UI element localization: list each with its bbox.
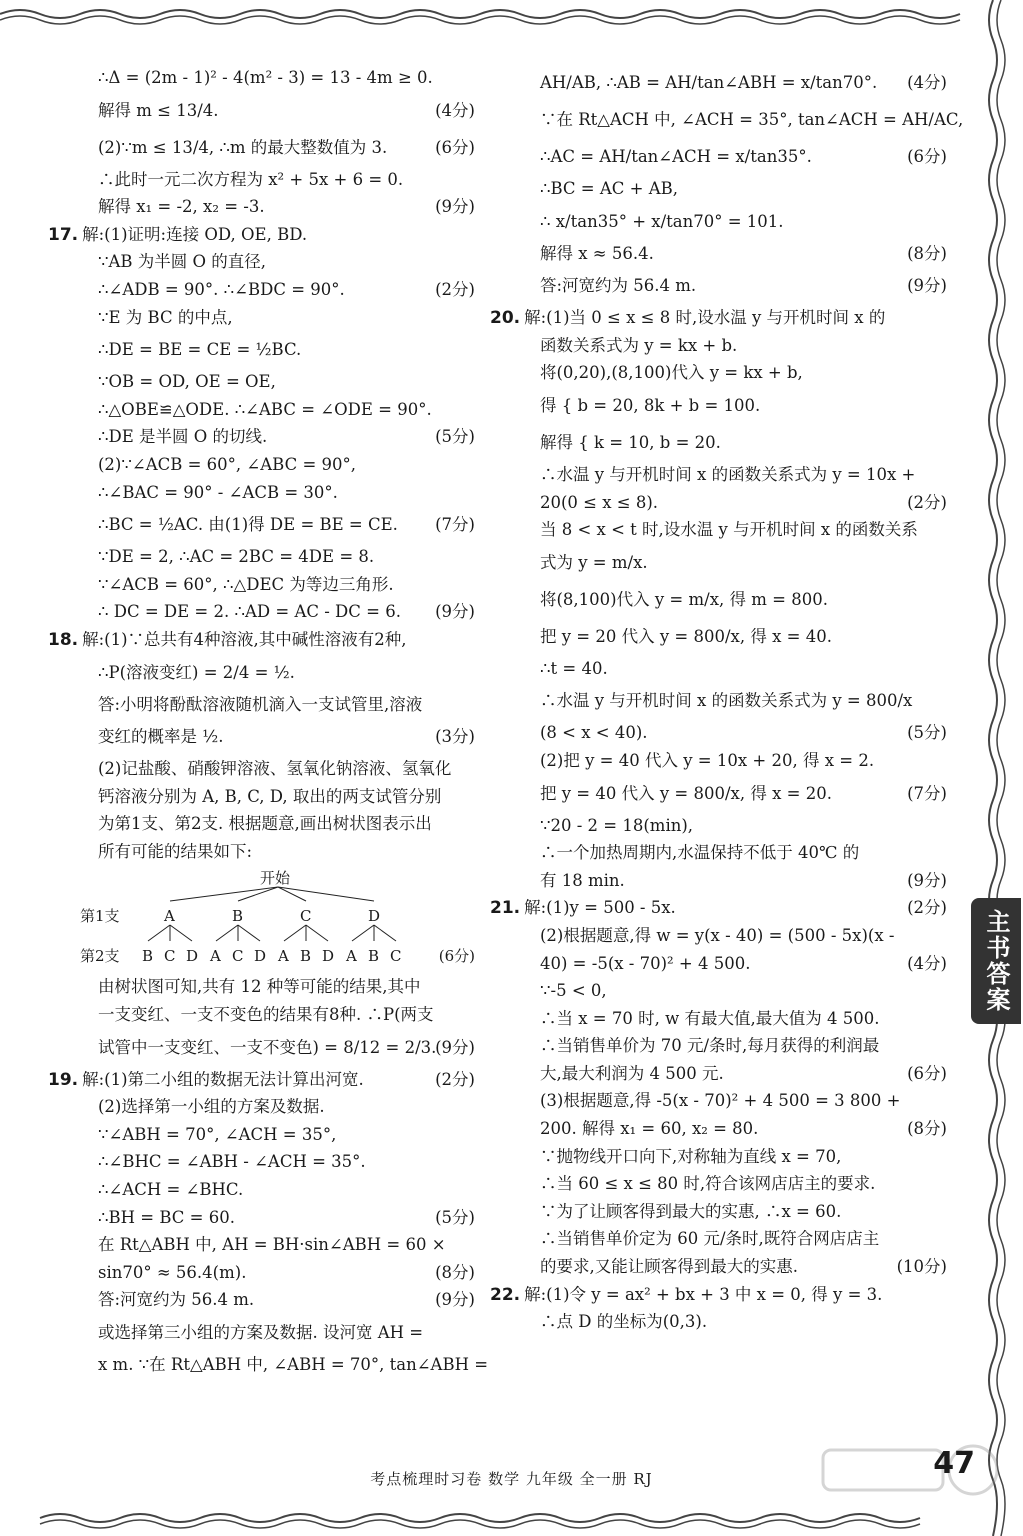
score-points: (7分) bbox=[907, 783, 947, 803]
line-text: 答:小明将酚酞溶液随机滴入一支试管里,溶液 bbox=[98, 694, 423, 714]
line-text: 得 { b = 20, 8k + b = 100. bbox=[540, 395, 761, 415]
score-points: (2分) bbox=[435, 1069, 475, 1089]
line-text: 大,最大利润为 4 500 元. bbox=[540, 1063, 724, 1083]
line-text: ∴ DC = DE = 2. ∴AD = AC - DC = 6. bbox=[98, 602, 401, 622]
question-number: 22. bbox=[490, 1284, 521, 1305]
line-text: ∴Δ = (2m - 1)² - 4(m² - 3) = 13 - 4m ≥ 0. bbox=[98, 68, 433, 87]
line-text: ∴ x/tan35° + x/tan70° = 101. bbox=[540, 211, 784, 231]
left-solution-lines-continued bbox=[48, 973, 489, 1378]
solution-line bbox=[80, 1204, 475, 1232]
solution-line bbox=[522, 1225, 947, 1253]
line-text: 答:河宽约为 56.4 m. bbox=[98, 1290, 255, 1310]
score-points: (2分) bbox=[907, 492, 947, 512]
line-text: 解:(1)第二小组的数据无法计算出河宽. bbox=[82, 1069, 364, 1089]
line-text: (8 < x < 40). bbox=[540, 723, 648, 743]
score-points: (9分) bbox=[435, 1290, 475, 1310]
tree-leaf: D bbox=[186, 947, 199, 966]
line-text: (2)记盐酸、硝酸钾溶液、氢氧化钠溶液、氢氧化 bbox=[98, 759, 452, 779]
score-points: (9分) bbox=[435, 1037, 475, 1057]
page-number: 47 bbox=[933, 1446, 975, 1481]
line-text: ∴DE = BE = CE = ½BC. bbox=[98, 340, 302, 360]
right-solution-lines bbox=[490, 64, 964, 1336]
line-text: 一支变红、一支不变色的结果有8种. ∴P(两支 bbox=[98, 1005, 434, 1025]
question-start-line bbox=[48, 1066, 475, 1094]
line-text: 或选择第三小组的方案及数据. 设河宽 AH = bbox=[98, 1323, 424, 1342]
solution-line bbox=[522, 950, 947, 978]
solution-line bbox=[80, 1314, 475, 1351]
question-start-line bbox=[48, 626, 475, 654]
line-text: ∴∠BHC = ∠ABH - ∠ACH = 35°. bbox=[98, 1152, 366, 1172]
solution-line bbox=[80, 783, 475, 811]
solution-line bbox=[80, 1093, 475, 1121]
line-text: (2)根据题意,得 w = y(x - 40) = (500 - 5x)(x - bbox=[540, 925, 895, 945]
line-text: (2)∵∠ACB = 60°, ∠ABC = 90°, bbox=[98, 454, 357, 474]
solution-line bbox=[522, 1308, 947, 1336]
solution-line bbox=[80, 331, 475, 368]
solution-line bbox=[522, 581, 947, 618]
line-text: ∴当 60 ≤ x ≤ 80 时,符合该网店店主的要求. bbox=[540, 1174, 876, 1194]
tree-leaf: A bbox=[278, 947, 289, 966]
tree-node: C bbox=[300, 907, 312, 926]
line-text: ∴∠ADB = 90°. ∴∠BDC = 90°. bbox=[98, 279, 345, 299]
tree-row1-label: 第1支 bbox=[80, 907, 120, 926]
tree-leaf: D bbox=[322, 947, 335, 966]
tree-leaf: C bbox=[390, 947, 402, 966]
solution-line bbox=[522, 138, 947, 175]
solution-line bbox=[80, 423, 475, 451]
solution-line bbox=[522, 1198, 947, 1226]
score-points: (8分) bbox=[907, 1119, 947, 1139]
score-points: (8分) bbox=[907, 243, 947, 263]
line-text: 将(8,100)代入 y = m/x, 得 m = 800. bbox=[540, 589, 828, 609]
solution-line bbox=[522, 747, 947, 775]
line-text: ∴水温 y 与开机时间 x 的函数关系式为 y = 10x + bbox=[540, 464, 916, 484]
tree-leaf: B bbox=[142, 947, 154, 966]
solution-line bbox=[80, 248, 475, 276]
tree-leaf: B bbox=[300, 947, 312, 966]
line-text: ∴水温 y 与开机时间 x 的函数关系式为 y = 800/x bbox=[540, 691, 913, 711]
solution-line bbox=[80, 304, 475, 332]
line-text: 解:(1)当 0 ≤ x ≤ 8 时,设水温 y 与开机时间 x 的 bbox=[524, 308, 886, 328]
solution-line bbox=[522, 516, 947, 544]
solution-line bbox=[522, 544, 947, 581]
line-text: 当 8 < x < t 时,设水温 y 与开机时间 x 的函数关系 bbox=[540, 520, 918, 540]
solution-line bbox=[80, 691, 475, 719]
score-points: (5分) bbox=[907, 723, 947, 743]
line-text: ∴BC = ½AC. 由(1)得 DE = BE = CE. bbox=[98, 515, 398, 535]
solution-line bbox=[522, 682, 947, 719]
line-text: 的要求,又能让顾客得到最大的实惠. bbox=[540, 1257, 798, 1277]
line-text: ∴当销售单价为 70 元/条时,每月获得的利润最 bbox=[540, 1036, 880, 1056]
solution-line bbox=[80, 479, 475, 507]
right-wave-border bbox=[963, 0, 1023, 1536]
page-footer: 考点梳理时习卷 数学 九年级 全一册 RJ bbox=[370, 1470, 653, 1488]
line-text: 所有可能的结果如下: bbox=[98, 841, 253, 861]
solution-line bbox=[522, 618, 947, 655]
question-number: 18. bbox=[48, 629, 79, 650]
solution-line bbox=[522, 775, 947, 812]
line-text: 把 y = 40 代入 y = 800/x, 得 x = 20. bbox=[540, 783, 832, 803]
solution-line bbox=[80, 718, 475, 755]
solution-line bbox=[80, 129, 475, 166]
line-text: ∵DE = 2, ∴AC = 2BC = 4DE = 8. bbox=[98, 547, 375, 567]
solution-line bbox=[522, 203, 947, 240]
line-text: 函数关系式为 y = kx + b. bbox=[540, 335, 738, 355]
question-number: 21. bbox=[490, 898, 521, 919]
question-number: 20. bbox=[490, 308, 521, 329]
solution-line bbox=[80, 1286, 475, 1314]
score-points: (5分) bbox=[435, 427, 475, 447]
side-tab-label: 主书答案 bbox=[971, 898, 1021, 1024]
solution-line bbox=[522, 977, 947, 1005]
solution-line bbox=[80, 92, 475, 129]
line-text: 解得 x ≈ 56.4. bbox=[540, 243, 654, 263]
solution-line bbox=[80, 1121, 475, 1149]
line-text: ∴△OBE≌△ODE. ∴∠ABC = ∠ODE = 90°. bbox=[98, 399, 432, 419]
score-points: (2分) bbox=[435, 279, 475, 299]
line-text: ∴当销售单价定为 60 元/条时,既符合网店店主 bbox=[540, 1229, 880, 1249]
question-number: 19. bbox=[48, 1069, 79, 1090]
score-points: (6分) bbox=[907, 1063, 947, 1083]
solution-line bbox=[522, 1143, 947, 1171]
score-points: (9分) bbox=[907, 276, 947, 296]
line-text: 把 y = 20 代入 y = 800/x, 得 x = 40. bbox=[540, 626, 832, 646]
score-points: (9分) bbox=[435, 197, 475, 217]
solution-line bbox=[522, 332, 947, 360]
question-number: 17. bbox=[48, 224, 79, 245]
solution-line bbox=[522, 867, 947, 895]
solution-line bbox=[80, 755, 475, 783]
line-text: 为第1支、第2支. 根据题意,画出树状图表示出 bbox=[98, 814, 432, 834]
line-text: 解:(1)y = 500 - 5x. bbox=[524, 898, 676, 918]
line-text: 由树状图可知,共有 12 种等可能的结果,其中 bbox=[98, 977, 421, 997]
solution-line bbox=[522, 359, 947, 387]
line-text: ∵E 为 BC 的中点, bbox=[98, 307, 233, 327]
solution-line bbox=[522, 1005, 947, 1033]
tree-leaf: D bbox=[254, 947, 267, 966]
probability-tree-diagram bbox=[80, 865, 475, 973]
solution-line bbox=[522, 424, 947, 461]
score-points: (10分) bbox=[896, 1257, 947, 1277]
solution-line bbox=[80, 1231, 475, 1259]
score-points: (7分) bbox=[435, 515, 475, 535]
solution-line bbox=[80, 810, 475, 838]
tree-points: (6分) bbox=[438, 947, 475, 966]
solution-line bbox=[522, 101, 964, 138]
solution-line bbox=[522, 1032, 947, 1060]
solution-line bbox=[522, 175, 947, 203]
solution-line bbox=[522, 1087, 947, 1115]
solution-line bbox=[522, 1170, 947, 1198]
solution-line bbox=[80, 368, 475, 396]
score-points: (5分) bbox=[435, 1207, 475, 1227]
solution-line bbox=[522, 64, 947, 101]
solution-line bbox=[522, 1115, 947, 1143]
solution-line bbox=[522, 719, 947, 747]
score-points: (2分) bbox=[907, 898, 947, 918]
line-text: 在 Rt△ABH 中, AH = BH·sin∠ABH = 60 × bbox=[98, 1235, 446, 1255]
question-start-line bbox=[490, 304, 947, 332]
solution-line bbox=[80, 543, 475, 571]
line-text: ∴BC = AC + AB, bbox=[540, 179, 679, 198]
line-text: ∴此时一元二次方程为 x² + 5x + 6 = 0. bbox=[98, 169, 404, 189]
solution-line bbox=[80, 973, 475, 1001]
line-text: 200. 解得 x₁ = 60, x₂ = 80. bbox=[540, 1119, 759, 1139]
solution-line bbox=[522, 461, 947, 489]
line-text: (2)把 y = 40 代入 y = 10x + 20, 得 x = 2. bbox=[540, 750, 875, 770]
line-text: AH/AB, ∴AB = AH/tan∠ABH = x/tan70°. bbox=[540, 73, 878, 92]
tree-leaf: C bbox=[232, 947, 244, 966]
line-text: ∵在 Rt△ACH 中, ∠ACH = 35°, tan∠ACH = AH/AC, bbox=[540, 110, 964, 129]
line-text: 钙溶液分别为 A, B, C, D, 取出的两支试管分别 bbox=[98, 786, 442, 806]
right-column bbox=[490, 64, 964, 1336]
solution-line bbox=[80, 1029, 475, 1066]
line-text: ∴当 x = 70 时, w 有最大值,最大值为 4 500. bbox=[540, 1008, 880, 1028]
solution-line bbox=[80, 1259, 475, 1287]
line-text: (3)根据题意,得 -5(x - 70)² + 4 500 = 3 800 + bbox=[540, 1091, 901, 1111]
solution-line bbox=[80, 451, 475, 479]
line-text: ∴BH = BC = 60. bbox=[98, 1207, 235, 1227]
line-text: ∴点 D 的坐标为(0,3). bbox=[540, 1312, 708, 1332]
tree-leaf: A bbox=[210, 947, 221, 966]
solution-line bbox=[522, 812, 947, 840]
solution-line bbox=[80, 64, 475, 92]
line-text: ∵AB 为半圆 O 的直径, bbox=[98, 252, 267, 272]
solution-line bbox=[80, 1351, 489, 1379]
solution-line bbox=[80, 193, 475, 221]
line-text: 将(0,20),(8,100)代入 y = kx + b, bbox=[540, 363, 803, 383]
line-text: 有 18 min. bbox=[540, 870, 625, 890]
solution-line bbox=[522, 655, 947, 683]
tree-leaf: A bbox=[346, 947, 357, 966]
solution-line bbox=[522, 1060, 947, 1088]
line-text: ∴∠BAC = 90° - ∠ACB = 30°. bbox=[98, 482, 338, 502]
line-text: ∴P(溶液变红) = 2/4 = ½. bbox=[98, 662, 295, 682]
line-text: ∵-5 < 0, bbox=[540, 981, 607, 1001]
score-points: (6分) bbox=[435, 137, 475, 157]
solution-line bbox=[80, 654, 475, 691]
score-points: (9分) bbox=[907, 870, 947, 890]
line-text: ∴t = 40. bbox=[540, 658, 608, 678]
line-text: 解得 { k = 10, b = 20. bbox=[540, 432, 721, 452]
solution-line bbox=[522, 1253, 947, 1281]
tree-node: D bbox=[368, 907, 381, 926]
line-text: ∴AC = AH/tan∠ACH = x/tan35°. bbox=[540, 147, 812, 166]
line-text: 解:(1)证明:连接 OD, OE, BD. bbox=[82, 224, 308, 244]
solution-line bbox=[80, 1148, 475, 1176]
tree-node: A bbox=[164, 907, 175, 926]
score-points: (8分) bbox=[435, 1262, 475, 1282]
solution-line bbox=[522, 922, 947, 950]
tree-leaf: B bbox=[368, 947, 380, 966]
line-text: ∵为了让顾客得到最大的实惠, ∴x = 60. bbox=[540, 1201, 842, 1221]
line-text: (2)∵m ≤ 13/4, ∴m 的最大整数值为 3. bbox=[98, 137, 388, 157]
line-text: 40) = -5(x - 70)² + 4 500. bbox=[540, 953, 751, 973]
line-text: ∵OB = OD, OE = OE, bbox=[98, 372, 276, 392]
tree-node: B bbox=[232, 907, 244, 926]
score-points: (4分) bbox=[435, 100, 475, 120]
score-points: (9分) bbox=[435, 602, 475, 622]
line-text: 解得 m ≤ 13/4. bbox=[98, 100, 219, 120]
line-text: ∵20 - 2 = 18(min), bbox=[540, 815, 694, 835]
score-points: (3分) bbox=[435, 727, 475, 747]
line-text: 解:(1)令 y = ax² + bx + 3 中 x = 0, 得 y = 3. bbox=[524, 1284, 883, 1304]
solution-line bbox=[522, 839, 947, 867]
line-text: 变红的概率是 ½. bbox=[98, 727, 224, 747]
line-text: ∵∠ACB = 60°, ∴△DEC 为等边三角形. bbox=[98, 574, 394, 594]
line-text: 20(0 ≤ x ≤ 8). bbox=[540, 492, 659, 512]
score-points: (4分) bbox=[907, 73, 947, 92]
top-wave-border bbox=[0, 0, 1023, 40]
tree-row2-label: 第2支 bbox=[80, 947, 120, 966]
line-text: ∴DE 是半圆 O 的切线. bbox=[98, 427, 268, 447]
left-column bbox=[48, 64, 489, 1379]
question-start-line bbox=[490, 894, 947, 922]
solution-line bbox=[80, 571, 475, 599]
score-points: (4分) bbox=[907, 953, 947, 973]
line-text: ∴∠ACH = ∠BHC. bbox=[98, 1180, 244, 1200]
line-text: 试管中一支变红、一支不变色) = 8/12 = 2/3. bbox=[98, 1037, 437, 1057]
solution-line bbox=[80, 1176, 475, 1204]
line-text: sin70° ≈ 56.4(m). bbox=[98, 1262, 247, 1282]
solution-line bbox=[80, 838, 475, 866]
solution-line bbox=[522, 267, 947, 304]
line-text: 解:(1)∵总共有4种溶液,其中碱性溶液有2种, bbox=[82, 629, 407, 649]
line-text: 式为 y = m/x. bbox=[540, 552, 648, 572]
tree-root: 开始 bbox=[260, 869, 291, 888]
line-text: ∵抛物线开口向下,对称轴为直线 x = 70, bbox=[540, 1146, 842, 1166]
solution-line bbox=[522, 240, 947, 268]
solution-line bbox=[522, 387, 947, 424]
solution-line bbox=[80, 166, 475, 194]
solution-line bbox=[80, 598, 475, 626]
tree-leaf: C bbox=[164, 947, 176, 966]
solution-line bbox=[522, 489, 947, 517]
solution-line bbox=[80, 396, 475, 424]
left-solution-lines bbox=[48, 64, 475, 865]
line-text: 答:河宽约为 56.4 m. bbox=[540, 276, 697, 296]
solution-line bbox=[80, 1001, 475, 1029]
line-text: x m. ∵在 Rt△ABH 中, ∠ABH = 70°, tan∠ABH = bbox=[98, 1355, 489, 1374]
line-text: ∵∠ABH = 70°, ∠ACH = 35°, bbox=[98, 1124, 337, 1144]
line-text: ∴一个加热周期内,水温保持不低于 40℃ 的 bbox=[540, 843, 860, 863]
line-text: (2)选择第一小组的方案及数据. bbox=[98, 1097, 325, 1117]
question-start-line bbox=[48, 221, 475, 249]
solution-line bbox=[80, 276, 475, 304]
solution-line bbox=[80, 506, 475, 543]
line-text: 解得 x₁ = -2, x₂ = -3. bbox=[98, 197, 265, 217]
question-start-line bbox=[490, 1281, 947, 1309]
score-points: (6分) bbox=[907, 147, 947, 166]
